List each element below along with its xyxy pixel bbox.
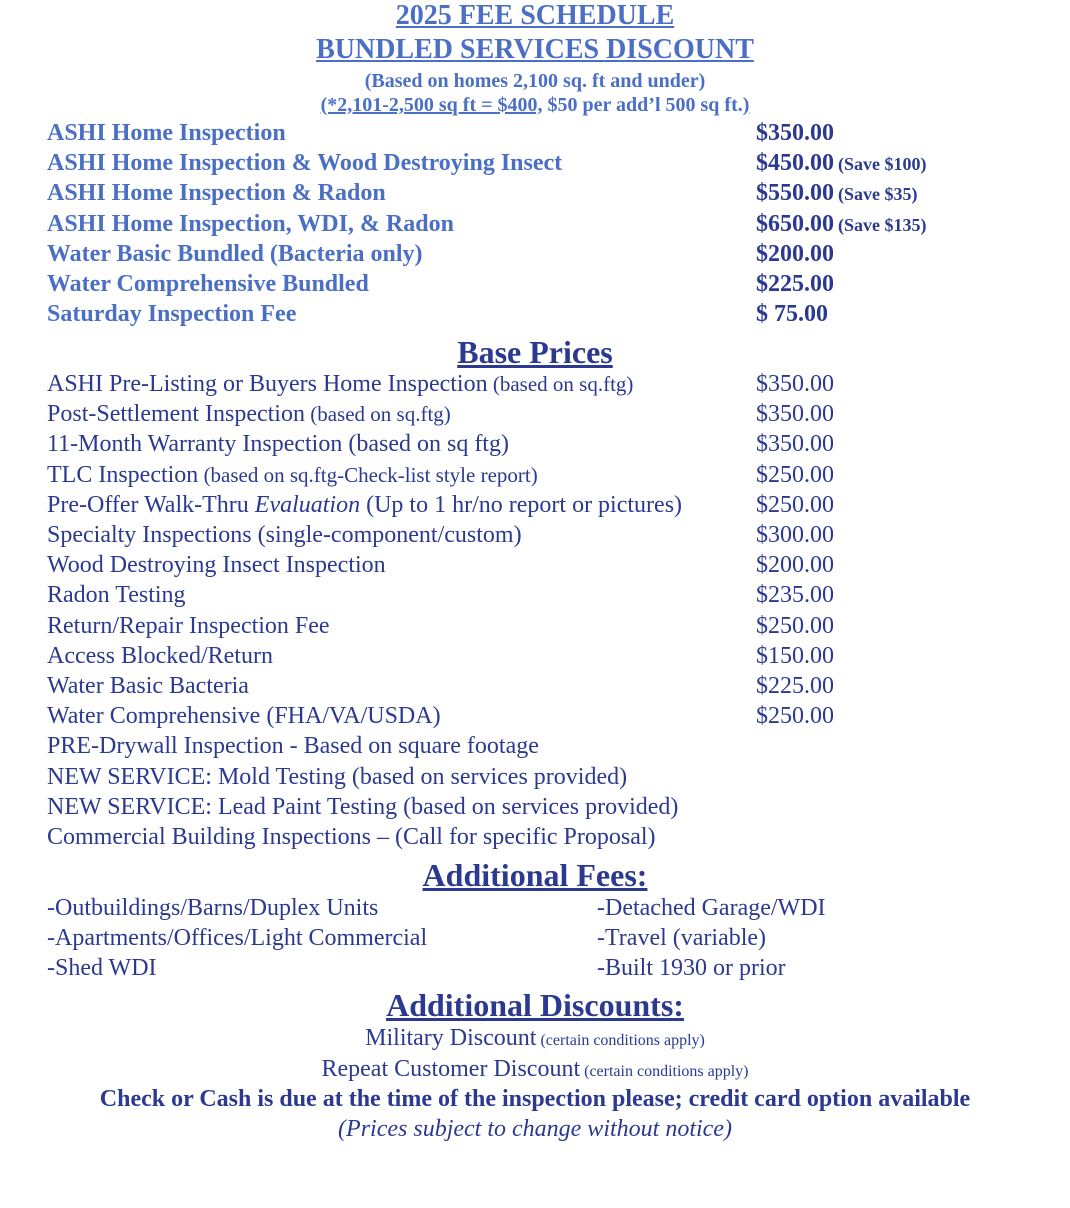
list-item <box>47 180 1047 210</box>
bundle-price: $ 75.00 <box>756 301 828 327</box>
extra-size-note-underlined: (*2,101-2,500 sq ft = $400, <box>320 94 543 116</box>
service-name: Access Blocked/Return <box>47 643 273 669</box>
bundle-price: $450.00 (Save $100) <box>756 150 927 176</box>
page-title: 2025 FEE SCHEDULE <box>395 0 675 31</box>
fee-item: -Built 1930 or prior <box>597 955 786 981</box>
service-name: Post-Settlement Inspection (based on sq.ftg) <box>47 401 451 427</box>
bundle-price: $350.00 <box>756 120 834 146</box>
list-item <box>47 271 1047 301</box>
service-price: $150.00 <box>756 643 834 669</box>
service-price: $235.00 <box>756 582 834 608</box>
service-name: TLC Inspection (based on sq.ftg-Check-list style report) <box>47 462 538 488</box>
list-item <box>47 613 1047 643</box>
service-name: Water Basic Bacteria <box>47 673 249 699</box>
list-item <box>47 431 1047 461</box>
savings-note: (Save $100) <box>838 154 927 174</box>
service-price: $350.00 <box>756 401 834 427</box>
service-price: $250.00 <box>756 613 834 639</box>
service-name: ASHI Pre-Listing or Buyers Home Inspection (based on sq.ftg) <box>47 371 634 397</box>
service-price: $300.00 <box>756 522 834 548</box>
savings-note: (Save $35) <box>838 184 918 204</box>
bundle-price: $225.00 <box>756 271 834 297</box>
savings-note: (Save $135) <box>838 215 927 235</box>
list-item <box>47 552 1047 582</box>
list-item <box>47 371 1047 401</box>
additional-fees-heading: Additional Fees: <box>422 857 648 893</box>
payment-note: Check or Cash is due at the time of the inspection please; credit card option available <box>99 1086 971 1112</box>
list-item <box>47 764 1047 794</box>
service-name: Radon Testing <box>47 582 186 608</box>
list-item <box>47 733 1047 763</box>
bundle-name: ASHI Home Inspection <box>47 120 286 146</box>
list-item <box>47 703 1047 733</box>
list-item <box>47 492 1047 522</box>
size-note: (Based on homes 2,100 sq. ft and under) <box>364 70 706 92</box>
service-price: $225.00 <box>756 673 834 699</box>
list-item <box>47 582 1047 612</box>
discount-item: Repeat Customer Discount (certain conditions apply) <box>321 1056 749 1082</box>
list-item <box>47 673 1047 703</box>
extra-size-note <box>0 94 1070 117</box>
service-name: Specialty Inspections (single-component/custom) <box>47 522 522 548</box>
list-item <box>47 241 1047 271</box>
additional-discounts-heading: Additional Discounts: <box>386 987 684 1023</box>
list-item <box>47 824 1047 854</box>
service-price: $200.00 <box>756 552 834 578</box>
service-name: NEW SERVICE: Lead Paint Testing (based on services provided) <box>47 794 679 820</box>
discount-item: Military Discount (certain conditions apply) <box>365 1025 705 1051</box>
service-name: NEW SERVICE: Mold Testing (based on services provided) <box>47 764 628 790</box>
service-name: Return/Repair Inspection Fee <box>47 613 330 639</box>
fee-item: -Outbuildings/Barns/Duplex Units <box>47 895 379 921</box>
service-price: $250.00 <box>756 703 834 729</box>
extra-size-note-close: ) <box>742 94 750 116</box>
bundle-price: $650.00 (Save $135) <box>756 211 927 237</box>
service-price: $250.00 <box>756 492 834 518</box>
service-name: Water Comprehensive (FHA/VA/USDA) <box>47 703 441 729</box>
service-name: Commercial Building Inspections – (Call for specific Proposal) <box>47 824 656 850</box>
service-price: $350.00 <box>756 431 834 457</box>
bundle-name: ASHI Home Inspection & Wood Destroying Insect <box>47 150 563 176</box>
page-subtitle: BUNDLED SERVICES DISCOUNT <box>316 34 754 65</box>
bundle-price: $200.00 <box>756 241 834 267</box>
list-item <box>47 120 1047 150</box>
list-item <box>47 794 1047 824</box>
price-disclaimer: (Prices subject to change without notice) <box>338 1116 732 1142</box>
list-item <box>47 301 1047 331</box>
list-item <box>47 462 1047 492</box>
fee-item: -Detached Garage/WDI <box>597 895 826 921</box>
service-name: Pre-Offer Walk-Thru Evaluation (Up to 1 hr/no report or pictures) <box>47 492 683 518</box>
list-item <box>47 150 1047 180</box>
fee-item: -Apartments/Offices/Light Commercial <box>47 925 428 951</box>
bundle-price: $550.00 (Save $35) <box>756 180 918 206</box>
base-prices-heading: Base Prices <box>457 334 613 370</box>
list-item <box>47 522 1047 552</box>
bundle-name: ASHI Home Inspection, WDI, & Radon <box>47 211 454 237</box>
bundle-name: Saturday Inspection Fee <box>47 301 297 327</box>
bundle-name: ASHI Home Inspection & Radon <box>47 180 386 206</box>
extra-size-note-rest: $50 per add’l 500 sq ft. <box>542 94 743 116</box>
bundle-name: Water Comprehensive Bundled <box>47 271 369 297</box>
list-item <box>47 211 1047 241</box>
service-name: PRE-Drywall Inspection - Based on square footage <box>47 733 539 759</box>
service-price: $250.00 <box>756 462 834 488</box>
service-name: 11-Month Warranty Inspection (based on sq ftg) <box>47 431 509 457</box>
bundle-name: Water Basic Bundled (Bacteria only) <box>47 241 423 267</box>
fee-item: -Travel (variable) <box>597 925 767 951</box>
service-name: Wood Destroying Insect Inspection <box>47 552 386 578</box>
service-price: $350.00 <box>756 371 834 397</box>
list-item <box>47 401 1047 431</box>
list-item <box>47 643 1047 673</box>
fee-item: -Shed WDI <box>47 955 157 981</box>
